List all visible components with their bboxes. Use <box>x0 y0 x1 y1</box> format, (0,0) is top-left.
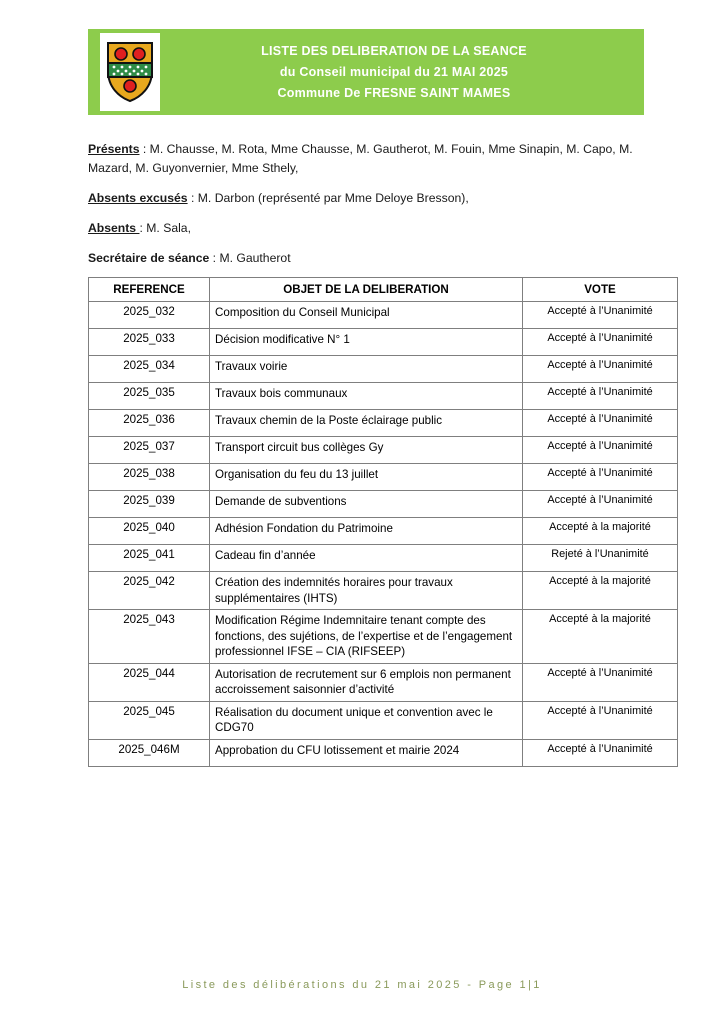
attendance-label-absents: Absents <box>88 221 140 235</box>
cell-reference: 2025_037 <box>89 437 210 464</box>
attendance-label-presents: Présents <box>88 142 140 156</box>
attendance-section <box>88 140 644 268</box>
cell-objet: Composition du Conseil Municipal <box>210 302 523 329</box>
cell-reference: 2025_046M <box>89 739 210 766</box>
cell-vote: Accepté à l’Unanimité <box>523 410 678 437</box>
banner-title-block <box>160 41 644 104</box>
table-row <box>89 663 678 701</box>
attendance-value-absents: M. Sala, <box>146 221 191 235</box>
cell-reference: 2025_034 <box>89 356 210 383</box>
deliberations-table <box>88 277 678 767</box>
cell-objet: Création des indemnités horaires pour travaux supplémentaires (IHTS) <box>210 572 523 610</box>
table-row <box>89 545 678 572</box>
table-row <box>89 739 678 766</box>
table-row <box>89 437 678 464</box>
table-row <box>89 410 678 437</box>
cell-vote: Accepté à l’Unanimité <box>523 464 678 491</box>
cell-vote: Accepté à la majorité <box>523 572 678 610</box>
attendance-separator-absents-excuses: : <box>187 191 198 205</box>
cell-vote: Accepté à la majorité <box>523 518 678 545</box>
attendance-value-secretaire: M. Gautherot <box>219 251 291 265</box>
cell-reference: 2025_041 <box>89 545 210 572</box>
header-banner <box>88 29 644 115</box>
page-footer: Liste des délibérations du 21 mai 2025 - Page 1|1 <box>182 979 542 991</box>
cell-objet: Transport circuit bus collèges Gy <box>210 437 523 464</box>
column-header-objet: OBJET DE LA DELIBERATION <box>210 278 523 302</box>
attendance-line-absents-excuses <box>88 189 644 208</box>
cell-objet: Travaux voirie <box>210 356 523 383</box>
table-row <box>89 518 678 545</box>
cell-objet: Cadeau fin d’année <box>210 545 523 572</box>
table-header-row <box>89 278 678 302</box>
cell-objet: Travaux bois communaux <box>210 383 523 410</box>
column-header-reference: REFERENCE <box>89 278 210 302</box>
cell-vote: Accepté à l’Unanimité <box>523 437 678 464</box>
cell-vote: Accepté à l’Unanimité <box>523 383 678 410</box>
attendance-separator-absents: : <box>139 221 147 235</box>
cell-objet: Approbation du CFU lotissement et mairie 2024 <box>210 739 523 766</box>
attendance-label-secretaire: Secrétaire de séance <box>88 251 210 265</box>
cell-reference: 2025_033 <box>89 329 210 356</box>
attendance-value-absents-excuses: M. Darbon (représenté par Mme Deloye Bresson), <box>197 191 469 205</box>
cell-reference: 2025_042 <box>89 572 210 610</box>
cell-objet: Adhésion Fondation du Patrimoine <box>210 518 523 545</box>
cell-vote: Accepté à l’Unanimité <box>523 491 678 518</box>
table-row <box>89 302 678 329</box>
banner-title-line-3: Commune De FRESNE SAINT MAMES <box>277 85 511 100</box>
table-row <box>89 701 678 739</box>
attendance-line-secretaire <box>88 249 644 268</box>
attendance-line-presents <box>88 140 644 178</box>
banner-title-line-1: LISTE DES DELIBERATION DE LA SEANCE <box>261 43 527 58</box>
attendance-value-presents: M. Chausse, M. Rota, Mme Chausse, M. Gautherot, M. Fouin, Mme Sinapin, M. Capo, M. Mazard, M. Guyonvernier, Mme Sthely, <box>88 142 633 175</box>
table-row <box>89 383 678 410</box>
cell-objet: Autorisation de recrutement sur 6 emplois non permanent accroissement saisonnier d’activité <box>210 663 523 701</box>
cell-vote: Accepté à l’Unanimité <box>523 701 678 739</box>
cell-objet: Décision modificative N° 1 <box>210 329 523 356</box>
banner-title-line-2: du Conseil municipal du 21 MAI 2025 <box>279 64 509 79</box>
cell-reference: 2025_045 <box>89 701 210 739</box>
cell-objet: Demande de subventions <box>210 491 523 518</box>
cell-vote: Accepté à l’Unanimité <box>523 356 678 383</box>
cell-vote: Rejeté à l’Unanimité <box>523 545 678 572</box>
attendance-separator-secretaire: : <box>209 251 220 265</box>
column-header-vote: VOTE <box>523 278 678 302</box>
cell-objet: Organisation du feu du 13 juillet <box>210 464 523 491</box>
cell-reference: 2025_039 <box>89 491 210 518</box>
table-row <box>89 491 678 518</box>
cell-vote: Accepté à l’Unanimité <box>523 663 678 701</box>
table-row <box>89 464 678 491</box>
table-body <box>89 302 678 767</box>
cell-reference: 2025_036 <box>89 410 210 437</box>
table-row <box>89 572 678 610</box>
coat-of-arms-container <box>100 33 160 111</box>
cell-reference: 2025_038 <box>89 464 210 491</box>
cell-objet: Réalisation du document unique et convention avec le CDG70 <box>210 701 523 739</box>
cell-objet: Travaux chemin de la Poste éclairage public <box>210 410 523 437</box>
cell-reference: 2025_035 <box>89 383 210 410</box>
cell-reference: 2025_043 <box>89 610 210 664</box>
cell-reference: 2025_044 <box>89 663 210 701</box>
cell-vote: Accepté à l’Unanimité <box>523 329 678 356</box>
attendance-line-absents <box>88 219 644 238</box>
cell-vote: Accepté à la majorité <box>523 610 678 664</box>
table-head <box>89 278 678 302</box>
attendance-separator-presents: : <box>139 142 150 156</box>
cell-reference: 2025_040 <box>89 518 210 545</box>
table-row <box>89 356 678 383</box>
cell-vote: Accepté à l’Unanimité <box>523 302 678 329</box>
attendance-label-absents-excuses: Absents excusés <box>88 191 188 205</box>
table-row <box>89 610 678 664</box>
cell-vote: Accepté à l’Unanimité <box>523 739 678 766</box>
table-row <box>89 329 678 356</box>
cell-reference: 2025_032 <box>89 302 210 329</box>
coat-of-arms-icon <box>105 41 155 103</box>
cell-objet: Modification Régime Indemnitaire tenant compte des fonctions, des sujétions, de l’expertise et de l’engagement professionnel IFSE – CIA (RIFSEEP) <box>210 610 523 664</box>
